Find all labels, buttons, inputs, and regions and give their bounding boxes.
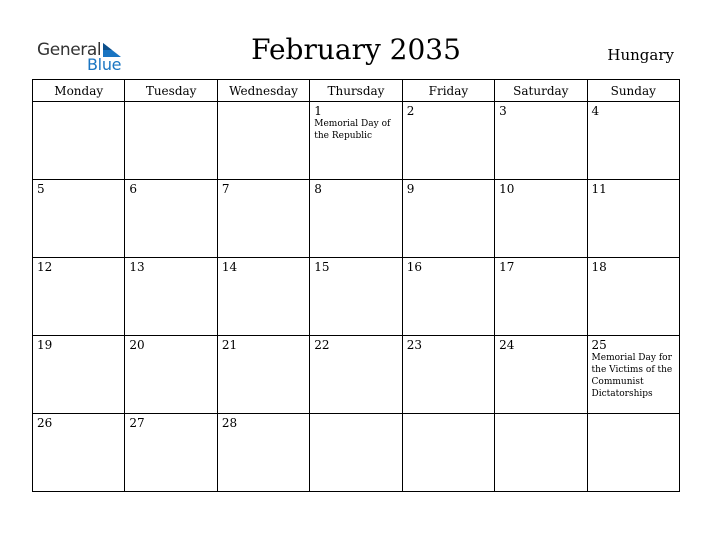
day-number: 21 <box>221 338 238 352</box>
week-row <box>33 336 680 414</box>
day-cell <box>587 336 679 414</box>
day-number: 22 <box>314 338 330 352</box>
day-cell <box>217 336 309 414</box>
weekday-header: Wednesday <box>217 80 309 102</box>
weekday-header: Monday <box>33 80 125 102</box>
day-cell <box>310 180 402 258</box>
day-number: 6 <box>129 182 138 196</box>
day-number: 25 <box>591 338 607 352</box>
week-row <box>33 102 680 180</box>
day-cell <box>125 102 217 180</box>
day-number: 26 <box>37 416 53 430</box>
day-cell <box>217 102 309 180</box>
day-cell <box>402 414 494 492</box>
day-cell <box>125 180 217 258</box>
country-label: Hungary <box>607 46 674 64</box>
day-cell <box>587 258 679 336</box>
weekday-header: Thursday <box>310 80 402 102</box>
weekday-header: Sunday <box>587 80 679 102</box>
day-cell <box>217 180 309 258</box>
day-number: 4 <box>591 104 600 118</box>
day-cell <box>310 414 402 492</box>
day-cell <box>310 336 402 414</box>
day-number: 2 <box>406 104 415 118</box>
day-cell <box>33 180 125 258</box>
day-cell <box>217 414 309 492</box>
day-cell <box>495 102 587 180</box>
day-number: 13 <box>129 260 145 274</box>
day-cell <box>587 414 679 492</box>
day-cell <box>402 336 494 414</box>
day-number: 23 <box>406 338 422 352</box>
holiday-label: Memorial Day of the Republic <box>314 119 391 141</box>
day-cell <box>125 258 217 336</box>
holiday-label: Memorial Day for the Victims of the Communist Dictatorships <box>591 353 673 399</box>
day-number: 1 <box>314 104 322 118</box>
day-number: 27 <box>129 416 145 430</box>
page-title: February 2035 <box>251 33 461 66</box>
day-cell <box>587 180 679 258</box>
week-row <box>33 258 680 336</box>
day-cell <box>217 258 309 336</box>
day-cell <box>33 258 125 336</box>
day-number: 8 <box>314 182 322 196</box>
logo-word-blue: Blue <box>87 55 122 74</box>
day-number: 24 <box>499 338 515 352</box>
day-cell <box>587 102 679 180</box>
week-row <box>33 414 680 492</box>
day-cell <box>310 102 402 180</box>
day-cell <box>125 336 217 414</box>
day-number: 11 <box>591 182 607 196</box>
day-number: 15 <box>314 260 330 274</box>
day-number: 9 <box>406 182 415 196</box>
weekday-header: Saturday <box>495 80 587 102</box>
day-cell <box>402 258 494 336</box>
day-number: 20 <box>129 338 145 352</box>
day-number: 28 <box>221 416 238 430</box>
logo-word-general: General <box>37 40 102 60</box>
day-cell <box>495 258 587 336</box>
day-number: 12 <box>37 260 53 274</box>
month-calendar <box>32 79 680 492</box>
day-cell <box>33 102 125 180</box>
day-number: 10 <box>499 182 515 196</box>
day-cell <box>495 336 587 414</box>
day-number: 19 <box>37 338 53 352</box>
week-row <box>33 180 680 258</box>
day-number: 18 <box>591 260 607 274</box>
day-number: 17 <box>499 260 515 274</box>
day-cell <box>33 414 125 492</box>
weekday-header: Friday <box>402 80 494 102</box>
day-number: 3 <box>499 104 507 118</box>
day-cell <box>310 258 402 336</box>
day-cell <box>495 180 587 258</box>
day-cell <box>495 414 587 492</box>
day-cell <box>402 102 494 180</box>
day-number: 16 <box>406 260 422 274</box>
day-number: 14 <box>221 260 238 274</box>
day-number: 7 <box>221 182 230 196</box>
day-cell <box>33 336 125 414</box>
day-cell <box>125 414 217 492</box>
day-cell <box>402 180 494 258</box>
day-number: 5 <box>37 182 45 196</box>
weekday-header-row <box>33 80 680 102</box>
weekday-header: Tuesday <box>125 80 217 102</box>
